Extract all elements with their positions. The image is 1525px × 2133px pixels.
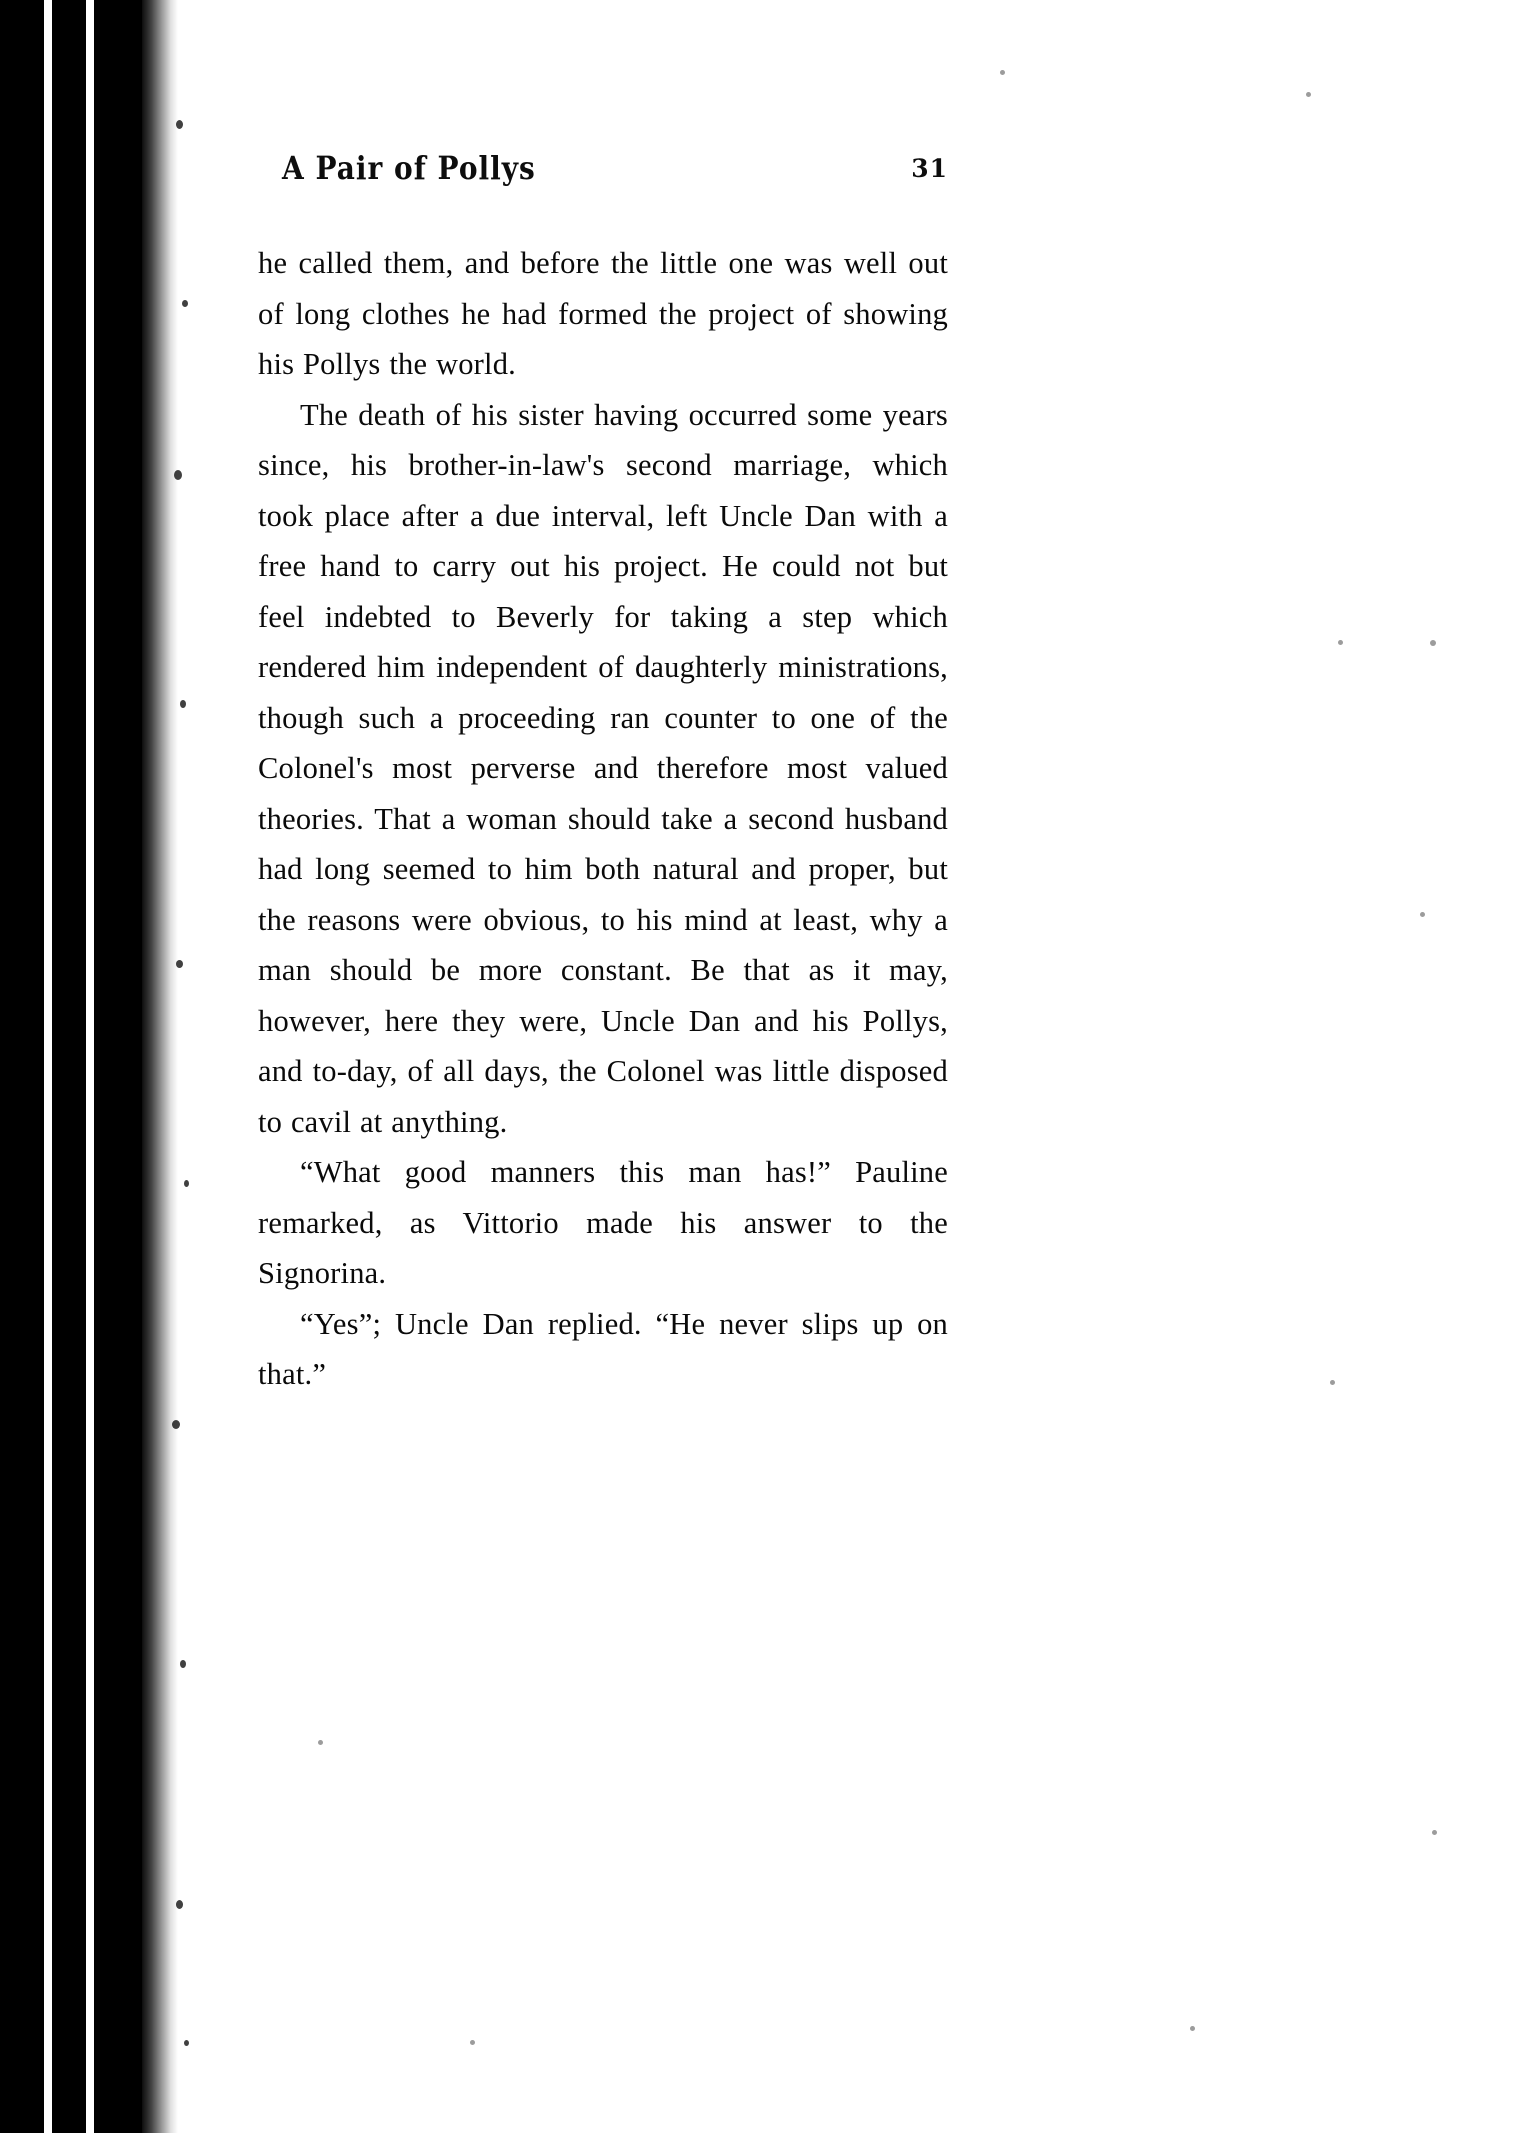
scan-speck xyxy=(184,2040,189,2046)
scan-speck xyxy=(184,1180,189,1187)
scan-dust xyxy=(1338,640,1343,645)
gutter-band-1 xyxy=(0,0,44,2133)
gutter-band-2 xyxy=(52,0,86,2133)
scan-speck xyxy=(180,700,186,708)
scan-dust xyxy=(1000,70,1005,75)
scan-speck xyxy=(172,1420,180,1429)
page-text-block xyxy=(258,150,948,1400)
paragraph: “Yes”; Uncle Dan replied. “He never slips up on that.” xyxy=(258,1306,948,1391)
gutter-feather-edge xyxy=(142,0,178,2133)
paragraph: The death of his sister having occurred some years since, his brother-in-law's second marriage, which took place after a due interval, left Uncle Dan with a free hand to carry out his project. He could not but feel indebted to Beverly for taking a step which rendered him independent of daughterly ministrations, though such a proceeding ran counter to one of the Colonel's most perverse and therefore most valued theories. That a woman should take a second husband had long seemed to him both natural and proper, but the reasons were obvious, to his mind at least, why a man should be more constant. Be that as it may, however, here they were, Uncle Dan and his Pollys, and to-day, of all days, the Colonel was little disposed to cavil at anything. xyxy=(258,397,948,1139)
scan-dust xyxy=(1190,2026,1195,2031)
page-gutter-shadow xyxy=(0,0,200,2133)
scan-speck xyxy=(176,1900,183,1909)
scan-dust xyxy=(318,1740,323,1745)
scan-speck xyxy=(176,120,183,129)
scan-dust xyxy=(1432,1830,1437,1835)
scan-speck xyxy=(180,1660,186,1668)
scan-dust xyxy=(1306,92,1311,97)
running-head-title: A Pair of Pollys xyxy=(282,150,536,187)
paragraph: he called them, and before the little one was well out of long clothes he had formed the project of showing his Pollys the world. xyxy=(258,246,948,381)
scan-dust xyxy=(1330,1380,1335,1385)
scan-dust xyxy=(1420,912,1425,917)
scan-dust xyxy=(1430,640,1436,646)
running-head xyxy=(258,150,948,204)
scan-speck xyxy=(182,300,188,307)
paragraph: “What good manners this man has!” Pauline remarked, as Vittorio made his answer to the Signorina. xyxy=(258,1155,948,1290)
scan-speck xyxy=(174,470,182,480)
page-number: 31 xyxy=(911,154,948,183)
scan-speck xyxy=(176,960,183,968)
scan-dust xyxy=(470,2040,475,2045)
gutter-band-3 xyxy=(94,0,142,2133)
